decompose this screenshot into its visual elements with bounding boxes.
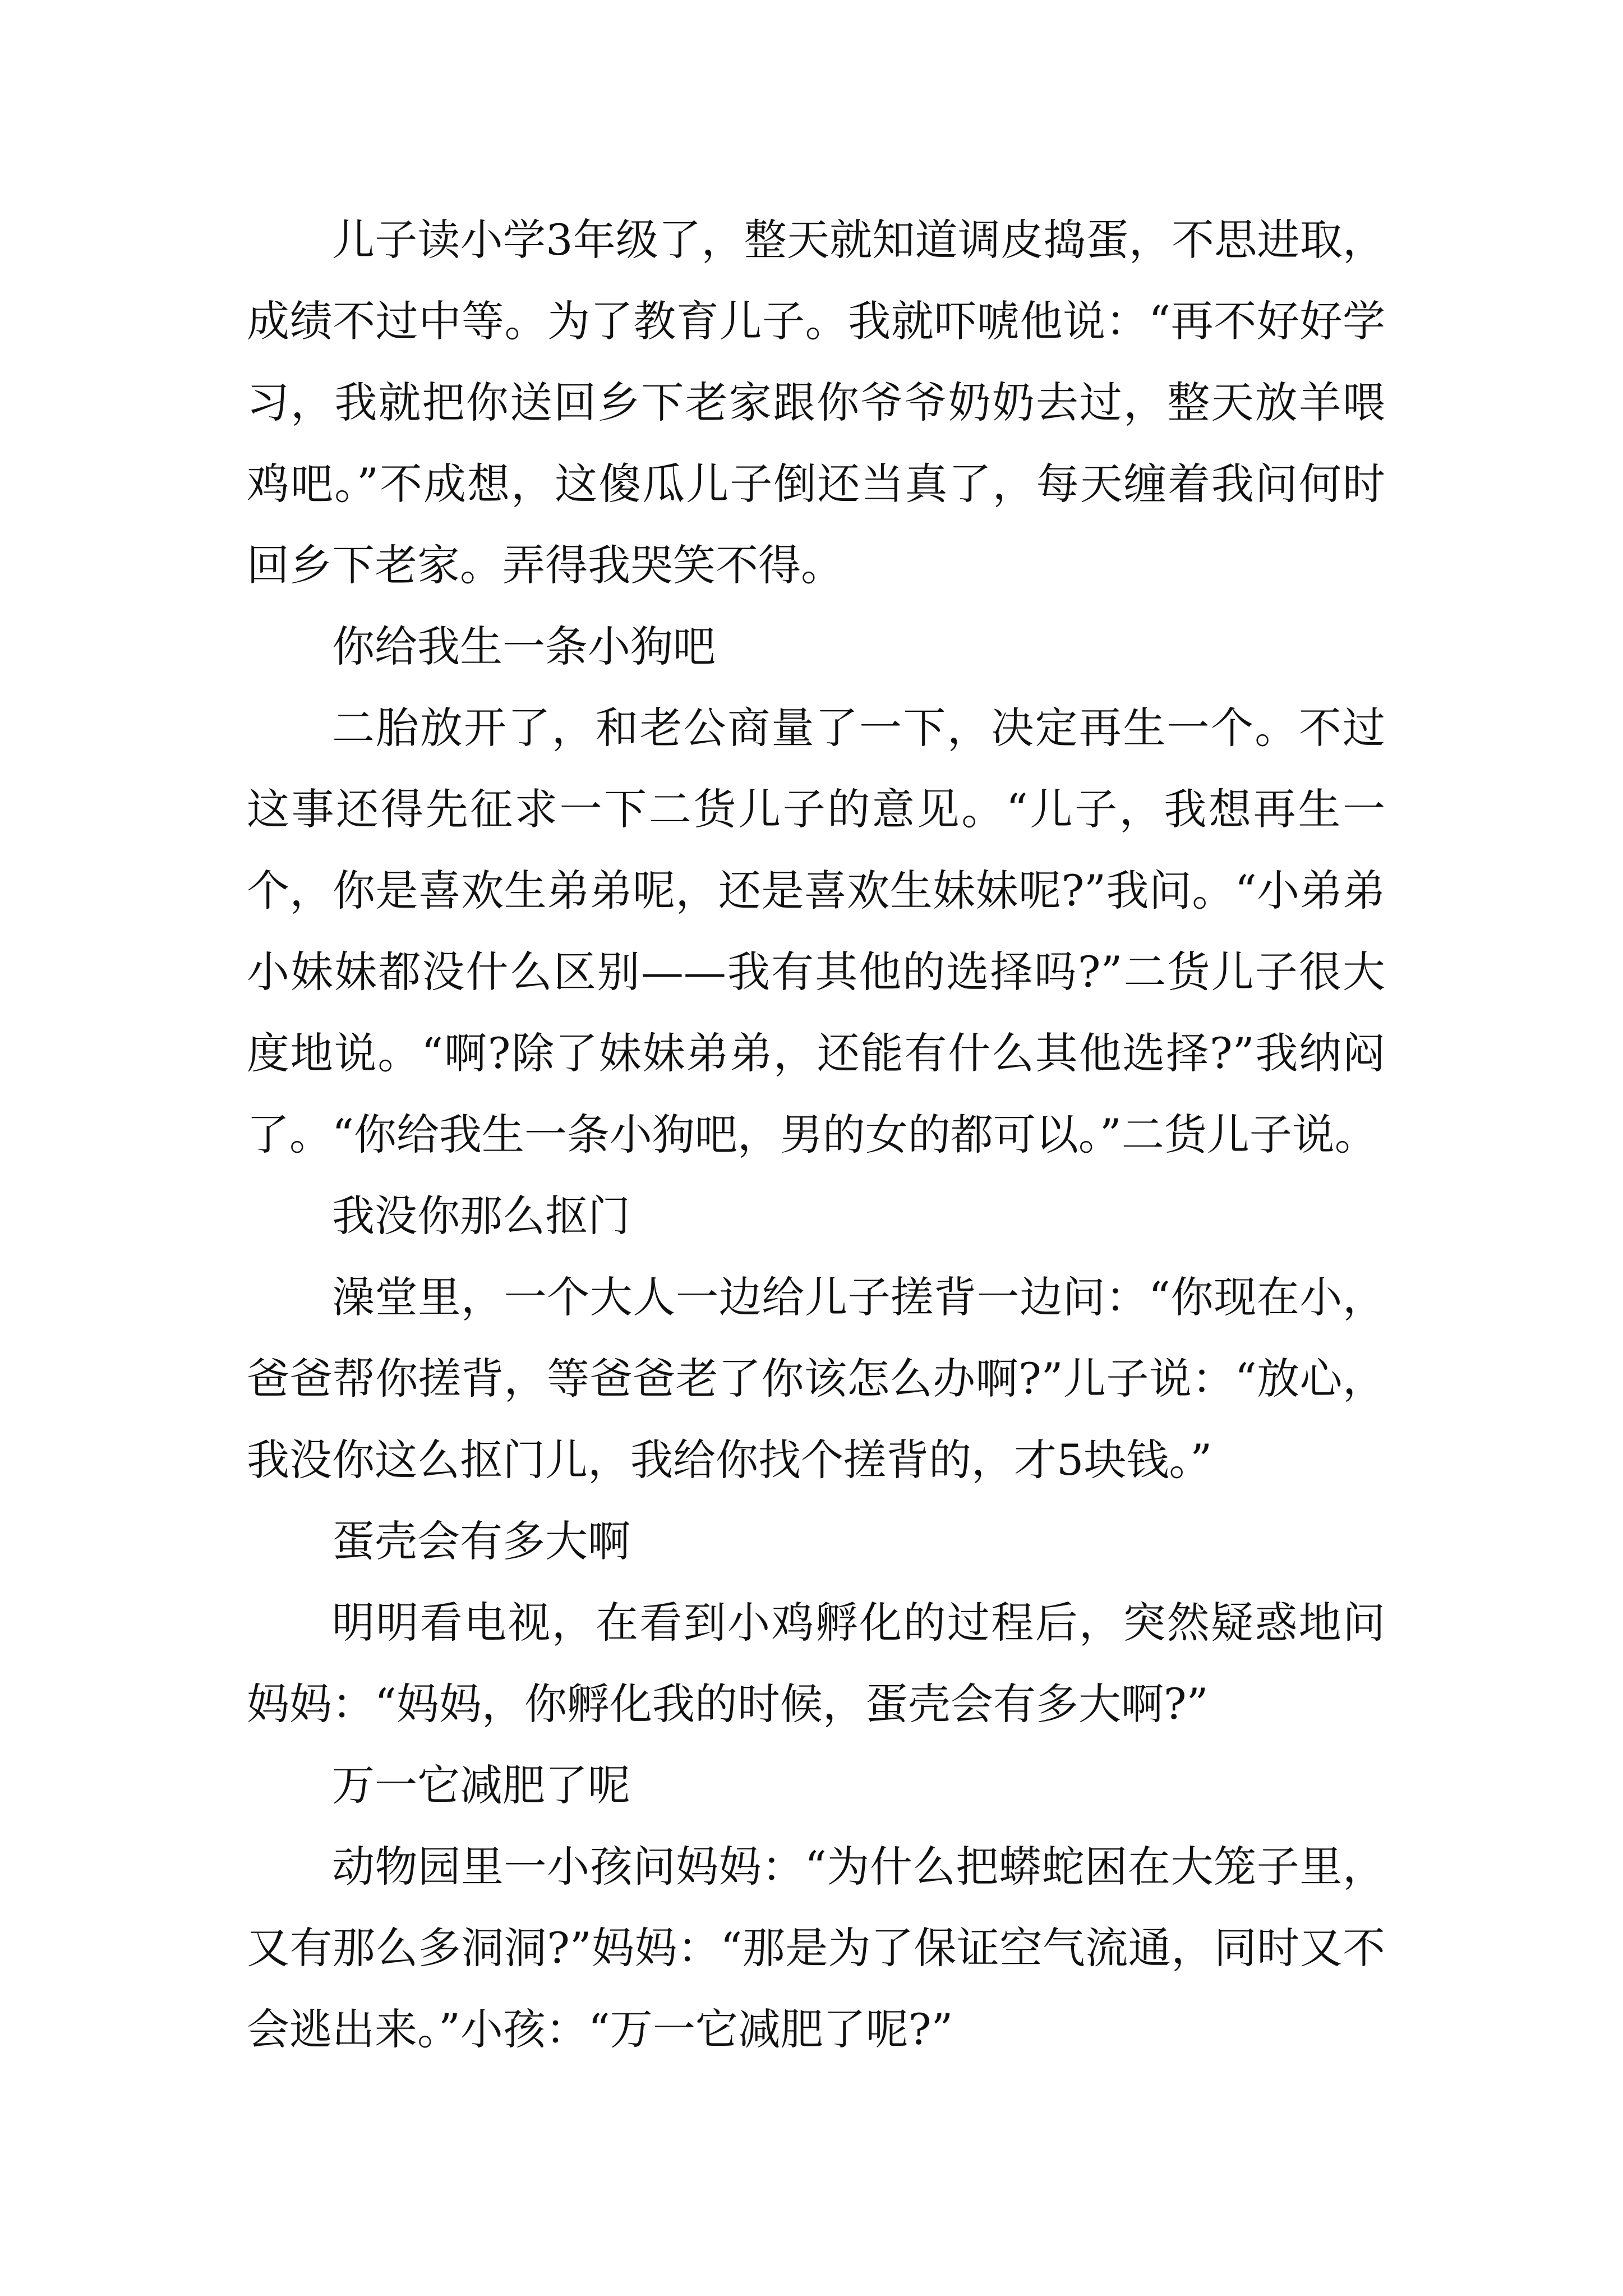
story-paragraph: 动物园里一小孩问妈妈：“为什么把蟒蛇困在大笼子里，又有那么多洞洞?”妈妈：“那是为了保证空气流通，同时又不会逃出来。”小孩：“万一它减肥了呢?” (247, 1842, 1385, 2054)
story-paragraph: 明明看电视，在看到小鸡孵化的过程后，突然疑惑地问妈妈：“妈妈，你孵化我的时候，蛋壳会有多大啊?” (247, 1598, 1385, 1729)
story-paragraph: 二胎放开了，和老公商量了一下，决定再生一个。不过这事还得先征求一下二货儿子的意见。“儿子，我想再生一个，你是喜欢生弟弟呢，还是喜欢生妹妹呢?”我问。“小弟弟小妹妹都没什么区别——我有其他的选择吗?”二货儿子很大度地说。“啊?除了妹妹弟弟，还能有什么其他选择?”我纳闷了。“你给我生一条小狗吧，男的女的都可以。”二货儿子说。 (247, 703, 1385, 1159)
story-paragraph: 儿子读小学3年级了，整天就知道调皮捣蛋，不思进取，成绩不过中等。为了教育儿子。我就吓唬他说：“再不好好学习，我就把你送回乡下老家跟你爷爷奶奶去过，整天放羊喂鸡吧。”不成想，这傻瓜儿子倒还当真了，每天缠着我问何时回乡下老家。弄得我哭笑不得。 (247, 215, 1385, 590)
story-heading: 蛋壳会有多大啊 (332, 1516, 630, 1566)
story-heading: 万一它减肥了呢 (332, 1760, 630, 1810)
story-paragraph: 澡堂里，一个大人一边给儿子搓背一边问：“你现在小，爸爸帮你搓背，等爸爸老了你该怎么办啊?”儿子说：“放心，我没你这么抠门儿，我给你找个搓背的，才5块钱。” (247, 1272, 1385, 1485)
story-heading: 我没你那么抠门 (332, 1191, 630, 1241)
document-body (247, 199, 1385, 2070)
story-heading: 你给我生一条小狗吧 (332, 622, 716, 671)
